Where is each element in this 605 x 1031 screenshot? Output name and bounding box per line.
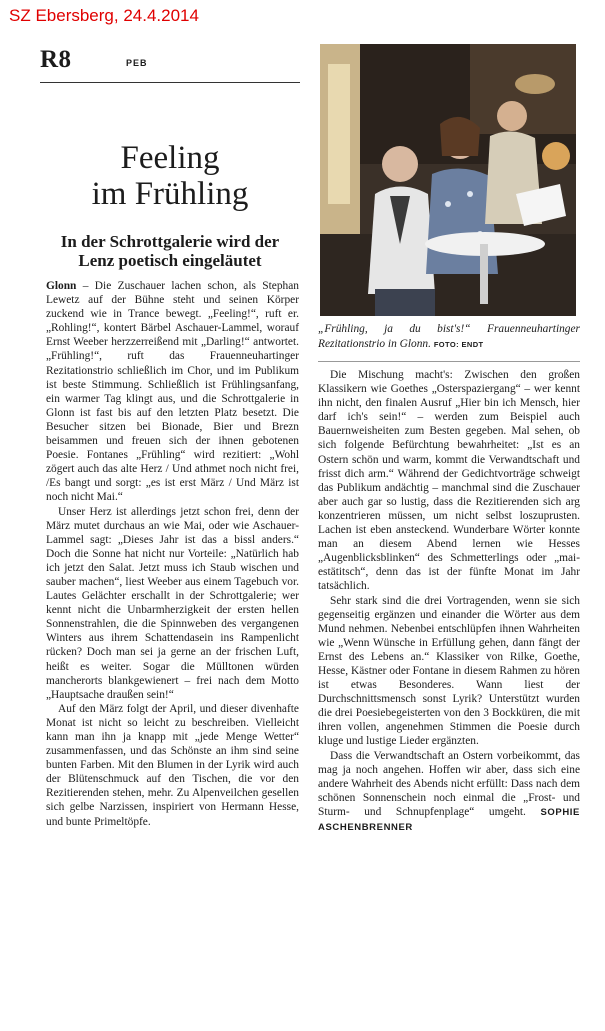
- photo-credit: FOTO: ENDT: [433, 339, 484, 349]
- section-tag: PEB: [126, 58, 148, 68]
- headline-line-1: Feeling: [120, 140, 220, 176]
- article-photo: [320, 44, 576, 316]
- paragraph-text: Dass die Verwandtschaft an Ostern vorbeikommt, das mag ja noch angehen. Hoffen wir aber, dass sich eine andere Wahrheit des Abends nicht erfüllt: Dass nach dem schönen Sonnenschein noch einmal die „Frost- und Sturm- und Schnupfenplage“ umgeht.: [318, 749, 580, 818]
- caption-rule: [318, 361, 580, 362]
- page-number: R8: [40, 46, 72, 73]
- subheadline-line-1: In der Schrottgalerie wird der: [60, 232, 280, 251]
- headline-line-2: im Frühling: [91, 176, 249, 212]
- byline: SOPHIE ASCHENBRENNER: [318, 806, 580, 833]
- source-stamp: SZ Ebersberg, 24.4.2014: [9, 6, 199, 25]
- article-column-left: [46, 279, 299, 829]
- article-column-right: [318, 368, 580, 835]
- article-paragraph: Auf den März folgt der April, und dieser divenhafte Monat ist nicht so leicht zu beschreiben. Vielleicht kann man ihn ja knapp mit „jede Menge Wetter“ zusammenfassen, und das Schönste an ihm sind seine bunten Farben. Mit den Blumen in der Lyrik wird auch der Blütenschmuck auf den Tischen, die vor den Rezitierenden stehen, mehr. Zu Alpenveilchen gesellen sich gelbe Narzissen, inspiriert von Hermann Hesse, und bunte Primeltöpfe.: [46, 702, 299, 828]
- photo-illustration: [320, 44, 576, 316]
- article-paragraph: Sehr stark sind die drei Vortragenden, wenn sie sich gegenseitig ergänzen und einander die Wörter aus dem Mund nehmen. Nebenbei entschlüpfen ihnen Wahrheiten wie „Wenn Wünsche in Erfüllung gehen, dann fängt der Ernst des Lebens an.“ Klassiker von Rilke, Goethe, Hesse, Kästner oder Fontane in diesem Rahmen zu hören ist etwas Besonderes. Wann liest der Durchschnittsmensch sonst Lyrik? Unterstützt wurden die drei Poesiebegeisterten von den 3 Bockküren, die mit ihren vollen, angenehmen Stimmen die Poesie durch kluge und lustige Lieder ergänzten.: [318, 594, 580, 748]
- article-paragraph: Unser Herz ist allerdings jetzt schon frei, denn der März mutet durchaus an wie Mai, oder wie Aschauer-Lammel sagt: „Dieses Jahr ist das a bissl anders.“ Doch die Sonne hat nicht nur Vorteile: „Natürlich hab ich jetzt den Salat. Jetzt muss ich Staub wischen und sauber machen“, liest Weeber aus einem Tagebuch vor. Lautes Gelächter erschallt in der Schrottgalerie; wer kennt nicht die Unbarmherzigkeit der ersten hellen Sonnenstrahlen, die die Spinnweben des vergangenen Winters aus ihrem Schattendasein ins Rampenlicht rücken? Doch man sei ja gerne an der frischen Luft, heißt es weiter. Sogar die Mülltonen würden mancherorts blankgewienert – frei nach dem Motto „Hauptsache draußen sein!“: [46, 505, 299, 701]
- article-paragraph: [46, 279, 299, 505]
- dateline: Glonn: [46, 280, 77, 292]
- caption-text: „Frühling, ja du bist's!“ Frauenneuhartinger Rezitationstrio in Glonn.: [318, 323, 580, 350]
- subheadline: [40, 232, 300, 270]
- article-paragraph: [318, 749, 580, 836]
- photo-caption: [318, 322, 580, 352]
- paragraph-text: – Die Zuschauer lachen schon, als Stephan Lewetz auf der Bühne steht und seinen Körper zuckend wie in Trance bewegt. „Feeling!“, ruft er. „Rohling!“, kontert Bärbel Aschauer-Lammel, worauf Ernst Weeber herzzerreißend mit „Darling!“ antwortet. „Frühling!“, ruft das Frauenneuhartinger Rezitationstrio schließlich im Chor, und im Publikum ist beste Stimmung. Schließlich ist Frühlingsanfang, ein warmer Tag klingt aus, und die Schrottgalerie in Glonn ist fast bis auf den letzten Platz besetzt. Die Besucher sitzen bei Bionade, Bier und Brezn beisammen und freuen sich der ihnen gebotenen Poesie. Fontanes „Frühling“ wird rezitiert: „Wohl zögert auch das alte Herz / Und athmet noch nicht frei, /Es bangt und sorgt: „es ist erst März / Und März ist noch nicht Mai.“: [46, 280, 299, 504]
- headline: [40, 140, 300, 212]
- subheadline-line-2: Lenz poetisch eingeläutet: [78, 251, 262, 270]
- article-paragraph: Die Mischung macht's: Zwischen den großen Klassikern wie Goethes „Osterspaziergang“ – wer kennt ihn nicht, den finalen Ausruf „Hier bin ich Mensch, hier darf ich's sein!“ – werden zum Beispiel auch Bauernweisheiten zum Besten gegeben. Mal sehen, ob sich folgende Befürchtung bewahrheitet: „Ist es an Ostern schön und warm, kommt die Verwandtschaft und frisst dich arm.“ Während der Gedichtvorträge schweigt das Publikum andächtig – manchmal sind die Zuschauer aber auch gar so lustig, dass die Rezitierenden sich arg konzentrieren müssen, um nicht selbst loszuprusten. Lachen ist eben ansteckend. Wunderbare Wörter konnte man an diesem Abend lernen wie Hesses „Augenblicksblinken“ des Schmetterlings oder „mai-estätitsch“, denn das ist der fünfte Monat im Jahr tatsächlich.: [318, 369, 580, 593]
- header-rule: [40, 82, 300, 83]
